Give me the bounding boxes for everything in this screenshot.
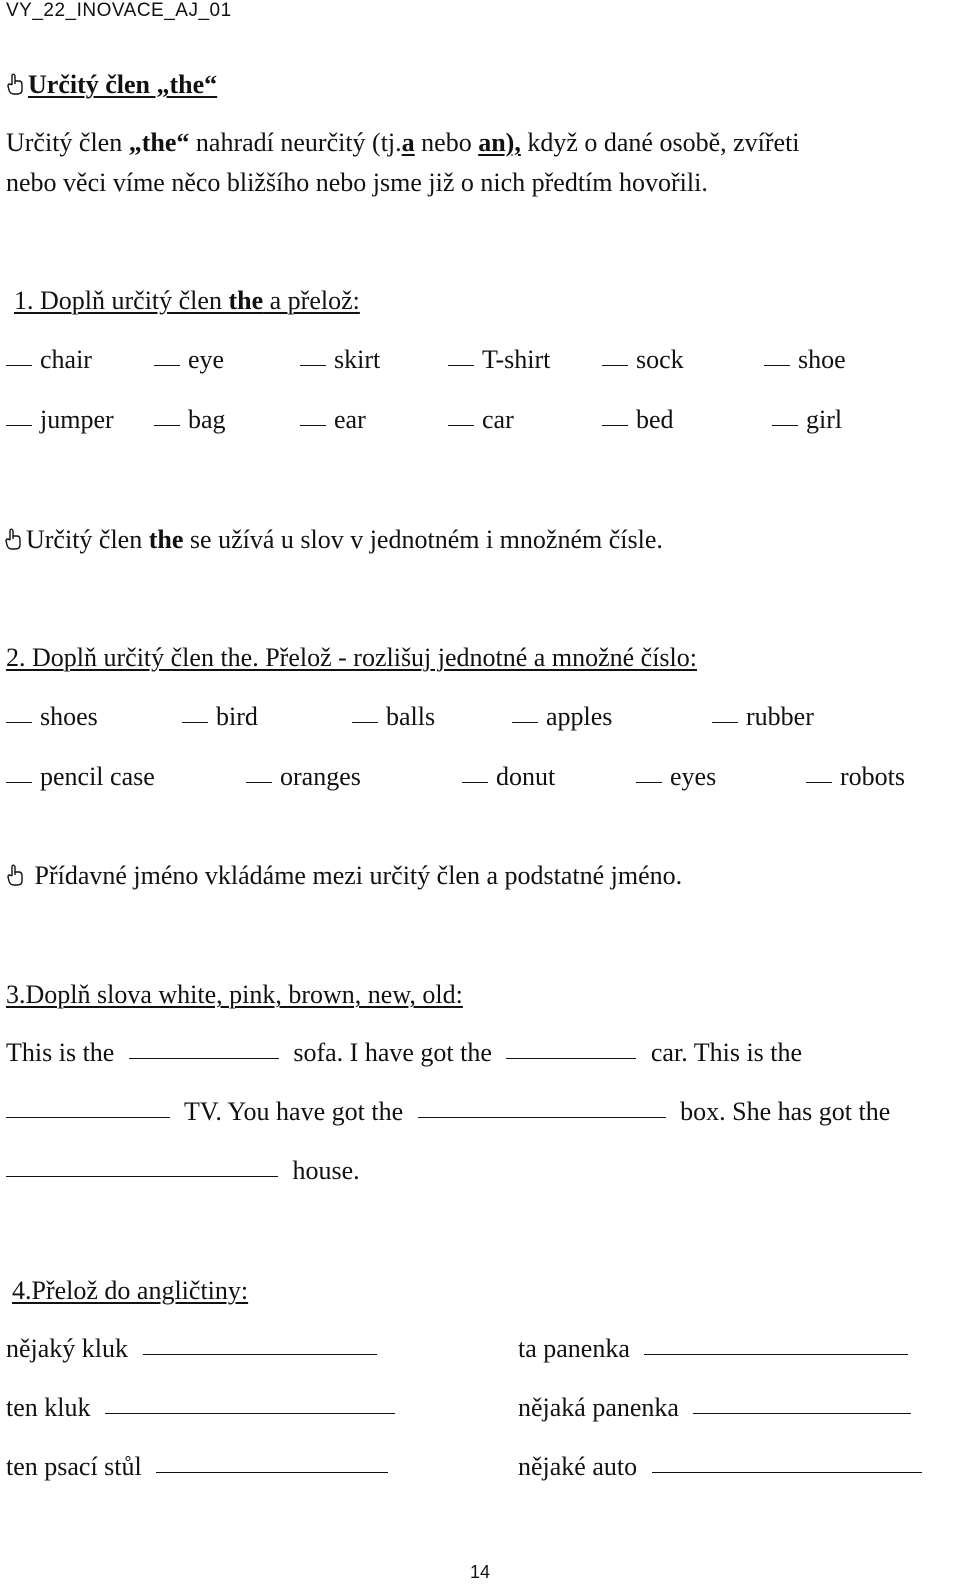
pointing-hand-icon (4, 528, 24, 550)
heading-text: 1. Doplň určitý člen (14, 286, 229, 315)
note-singular-plural (4, 525, 663, 555)
phrase-text: nějaká panenka (518, 1393, 679, 1422)
sentence-text: car. This is the (650, 1038, 803, 1067)
pointing-hand-icon (6, 864, 26, 886)
translate-item (518, 1452, 922, 1482)
intro-text: nahradí neurčitý (tj. (189, 128, 402, 157)
intro-line-1 (6, 128, 800, 158)
sentence-text: This is the (6, 1038, 115, 1067)
exercise-2-heading: 2. Doplň určitý člen the. Přelož - rozlišuj jednotné a množné číslo: (6, 643, 697, 672)
answer-blank[interactable] (156, 1471, 388, 1473)
word-item[interactable]: bird (182, 702, 258, 732)
translate-item (518, 1393, 911, 1423)
word-item[interactable]: chair (6, 345, 92, 375)
answer-blank[interactable] (129, 1057, 279, 1059)
note-the: the (148, 525, 184, 554)
answer-blank[interactable] (506, 1057, 636, 1059)
intro-text: Určitý člen (6, 128, 129, 157)
exercise-2-row-2 (6, 762, 946, 794)
word-item[interactable]: balls (352, 702, 435, 732)
intro-an: an), (478, 128, 521, 157)
word-item[interactable]: bed (602, 405, 674, 435)
translate-item (6, 1334, 377, 1364)
note-adjective (6, 861, 682, 891)
word-item[interactable]: T-shirt (448, 345, 550, 375)
word-item[interactable]: rubber (712, 702, 814, 732)
word-item[interactable]: skirt (300, 345, 380, 375)
sentence-text: sofa. I have got the (293, 1038, 492, 1067)
exercise-3-heading: 3.Doplň slova white, pink, brown, new, old: (6, 980, 463, 1009)
answer-blank[interactable] (693, 1412, 911, 1414)
exercise-3-line-2 (6, 1097, 890, 1127)
heading-text: a přelož: (263, 286, 360, 315)
sentence-text: box. She has got the (680, 1097, 891, 1126)
word-item[interactable]: jumper (6, 405, 114, 435)
exercise-1-row-2 (6, 405, 946, 437)
word-item[interactable]: robots (806, 762, 905, 792)
word-item[interactable]: eye (154, 345, 224, 375)
intro-a: a (401, 128, 415, 157)
heading-the: the (228, 286, 264, 315)
note-text: Určitý člen (26, 525, 149, 554)
phrase-text: ten kluk (6, 1393, 91, 1422)
exercise-1-heading (14, 286, 360, 316)
word-item[interactable]: pencil case (6, 762, 155, 792)
answer-blank[interactable] (6, 1175, 278, 1177)
word-item[interactable]: eyes (636, 762, 716, 792)
word-item[interactable]: shoe (764, 345, 846, 375)
answer-blank[interactable] (6, 1116, 170, 1118)
intro-the: „the“ (128, 128, 190, 157)
word-item[interactable]: ear (300, 405, 366, 435)
answer-blank[interactable] (652, 1471, 922, 1473)
word-item[interactable]: oranges (246, 762, 361, 792)
sentence-text: house. (292, 1156, 360, 1185)
word-item[interactable]: bag (154, 405, 226, 435)
answer-blank[interactable] (105, 1412, 395, 1414)
translate-item (6, 1452, 388, 1482)
exercise-4-heading: 4.Přelož do angličtiny: (12, 1276, 249, 1305)
translate-item (6, 1393, 395, 1423)
answer-blank[interactable] (143, 1353, 377, 1355)
word-item[interactable]: sock (602, 345, 684, 375)
exercise-2-row-1 (6, 702, 946, 734)
phrase-text: nějaký kluk (6, 1334, 129, 1363)
note-text: se užívá u slov v jednotném i množném čísle. (183, 525, 663, 554)
answer-blank[interactable] (644, 1353, 908, 1355)
phrase-text: nějaké auto (518, 1452, 638, 1481)
title-text: Určitý člen „the“ (28, 70, 218, 99)
document-code: VY_22_INOVACE_AJ_01 (6, 0, 232, 21)
intro-text: nebo (414, 128, 479, 157)
pointing-hand-icon (6, 73, 26, 95)
word-item[interactable]: car (448, 405, 514, 435)
intro-line-2: nebo věci víme něco bližšího nebo jsme již o nich předtím hovořili. (6, 168, 708, 197)
note-text: Přídavné jméno vkládáme mezi určitý člen a podstatné jméno. (34, 861, 683, 890)
translate-item (518, 1334, 908, 1364)
word-item[interactable]: donut (462, 762, 555, 792)
word-item[interactable]: shoes (6, 702, 98, 732)
exercise-1-row-1 (6, 345, 946, 377)
page-number: 14 (469, 1562, 491, 1582)
section-title (6, 70, 217, 100)
intro-text: když o dané osobě, zvířeti (520, 128, 800, 157)
phrase-text: ten psací stůl (6, 1452, 142, 1481)
sentence-text: TV. You have got the (184, 1097, 404, 1126)
exercise-3-line-3 (6, 1156, 360, 1186)
exercise-3-line-1 (6, 1038, 802, 1068)
phrase-text: ta panenka (518, 1334, 630, 1363)
answer-blank[interactable] (418, 1116, 666, 1118)
word-item[interactable]: girl (772, 405, 842, 435)
word-item[interactable]: apples (512, 702, 612, 732)
